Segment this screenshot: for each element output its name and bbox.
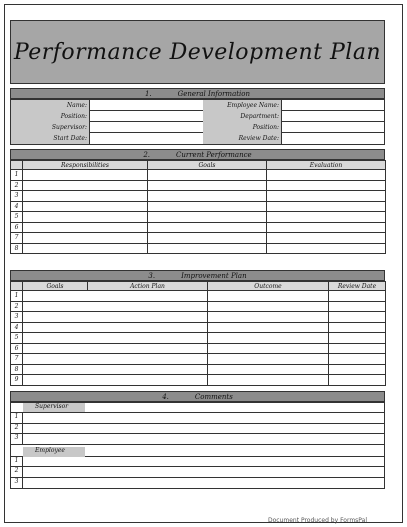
table-row[interactable]: 6 <box>11 343 386 354</box>
department-field[interactable] <box>281 111 384 122</box>
footer-credit: Document Produced by FormsPal <box>267 517 367 524</box>
field-label: Position: <box>252 124 279 131</box>
column-header: Goals <box>23 282 88 291</box>
position-field[interactable] <box>89 111 203 122</box>
position-right-field[interactable] <box>281 122 384 133</box>
table-row[interactable]: 2 <box>11 301 386 312</box>
field-label: Name: <box>66 102 87 109</box>
section-label: General Information <box>177 89 251 98</box>
column-header: Review Date <box>329 282 386 291</box>
table-row[interactable]: 9 <box>11 375 386 386</box>
section-current-header: 2. Current Performance <box>10 149 385 160</box>
table-row[interactable]: 8 <box>11 364 386 375</box>
table-header-row <box>11 161 386 170</box>
field-label: Position: <box>60 113 87 120</box>
table-row[interactable]: 8 <box>11 243 386 254</box>
column-header: Evaluation <box>267 161 386 170</box>
column-header: Goals <box>148 161 267 170</box>
field-label: Review Date: <box>238 135 279 142</box>
table-row[interactable]: 6 <box>11 222 386 233</box>
employee-name-field[interactable] <box>281 100 384 111</box>
supervisor-field[interactable] <box>89 122 203 133</box>
section-general-header <box>10 88 385 99</box>
name-field[interactable] <box>89 100 203 111</box>
table-row[interactable]: 3 <box>11 312 386 323</box>
table-row[interactable]: 1 <box>11 291 386 302</box>
comments-block <box>10 402 385 489</box>
review-date-field[interactable] <box>281 133 384 144</box>
section-number: 1. <box>144 89 152 98</box>
start-date-field[interactable] <box>89 133 203 144</box>
current-performance-table <box>10 160 386 254</box>
table-row[interactable]: 5 <box>11 212 386 223</box>
table-header-row <box>11 282 386 291</box>
comment-row[interactable]: 3 <box>11 434 384 445</box>
improvement-plan-table <box>10 281 386 386</box>
table-row[interactable]: 5 <box>11 333 386 344</box>
comment-row[interactable]: 1 <box>11 413 384 424</box>
section-improvement-header: 3. Improvement Plan <box>10 270 385 281</box>
table-row[interactable]: 3 <box>11 191 386 202</box>
column-header: Outcome <box>208 282 329 291</box>
comment-row[interactable]: 3 <box>11 478 384 489</box>
table-row[interactable]: 4 <box>11 322 386 333</box>
form-title: Performance Development Plan <box>13 39 382 65</box>
employee-label: Employee <box>23 447 85 457</box>
field-label: Start Date: <box>53 135 87 142</box>
table-row[interactable]: 7 <box>11 233 386 244</box>
comment-row[interactable]: 1 <box>11 457 384 468</box>
column-header: Responsibilities <box>23 161 148 170</box>
supervisor-label: Supervisor <box>23 403 85 412</box>
section-comments-header: 4. Comments <box>10 391 385 402</box>
comment-row[interactable]: 2 <box>11 467 384 478</box>
field-label: Department: <box>240 113 279 120</box>
table-row[interactable]: 4 <box>11 201 386 212</box>
field-label: Employee Name: <box>227 102 279 109</box>
form-title-banner <box>10 20 385 84</box>
supervisor-comments-header <box>11 403 384 413</box>
employee-comments-header <box>11 445 384 457</box>
column-header: Action Plan <box>88 282 208 291</box>
table-row[interactable]: 1 <box>11 170 386 181</box>
comment-row[interactable]: 2 <box>11 424 384 435</box>
field-label: Supervisor: <box>51 124 87 131</box>
table-row[interactable]: 7 <box>11 354 386 365</box>
table-row[interactable]: 2 <box>11 180 386 191</box>
general-info-block <box>10 99 385 145</box>
